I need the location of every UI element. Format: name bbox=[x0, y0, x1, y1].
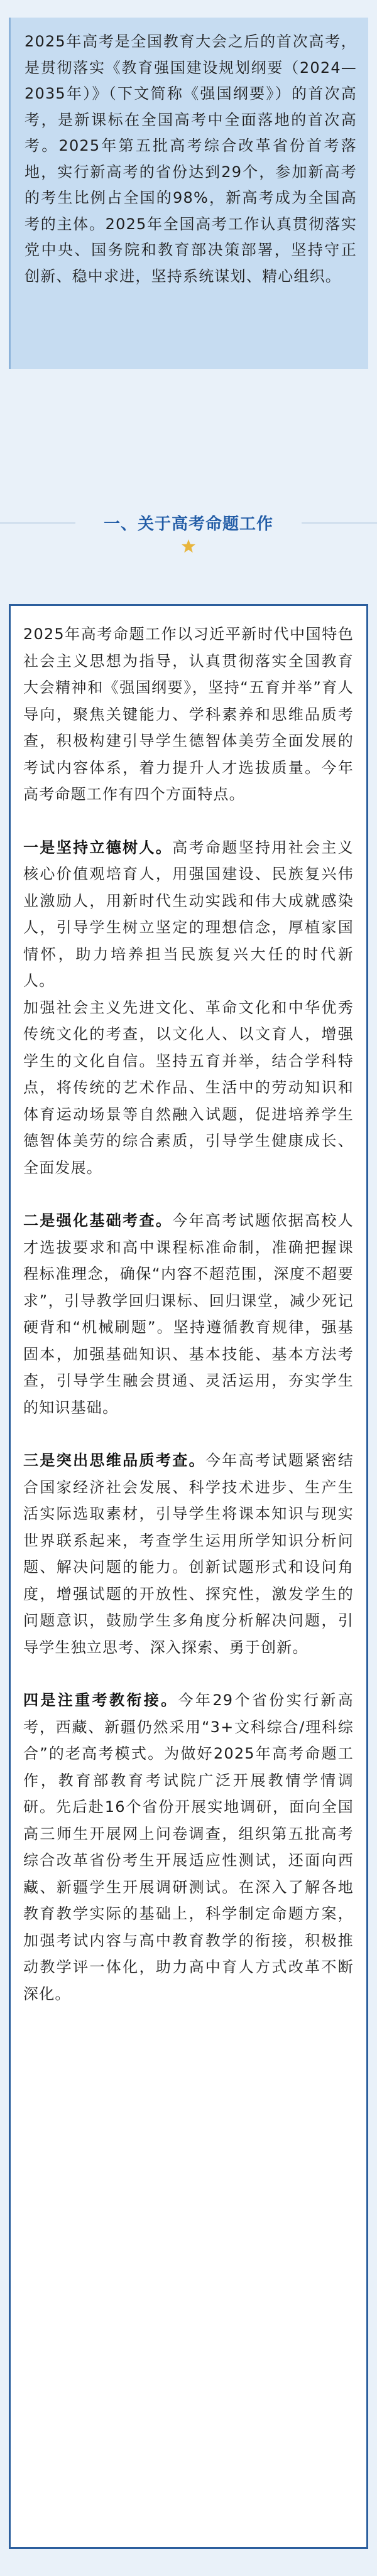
point-4-paragraph bbox=[23, 1687, 354, 2007]
point-2-paragraph bbox=[23, 1207, 354, 1421]
section-title: 一、关于高考命题工作 bbox=[103, 515, 273, 534]
point-1-paragraph-2: 加强社会主义先进文化、革命文化和中华优秀传统文化的考查，以文化人、以文育人，增强学生的文化自信。坚持五育并举，结合学科特点，将传统的艺术作品、生活中的劳动知识和体育运动场景等自然融入试题，促进培养学生德智体美劳的综合素质，引导学生健康成长、全面发展。 bbox=[23, 998, 354, 1177]
heading-divider-right bbox=[302, 522, 377, 524]
point-1-lead: 一是坚持立德树人。 bbox=[23, 838, 173, 856]
star-icon bbox=[181, 539, 196, 554]
point-1-paragraph bbox=[23, 834, 354, 994]
intro-text: 2025年高考是全国教育大会之后的首次高考，是贯彻落实《教育强国建设规划纲要（2024—2035年）》（下文简称《强国纲要》）的首次高考，是新课标在全国高考中全面落地的首次高考。2025年第五批高考综合改革省份首考落地，实行新高考的省份达到29个，参加新高考的考生比例占全国的98%，新高考成为全国高考的主体。2025年全国高考工作认真贯彻落实党中央、国务院和教育部决策部署，坚持守正创新、稳中求进，坚持系统谋划、精心组织。 bbox=[25, 33, 357, 285]
content-box bbox=[9, 604, 368, 2549]
point-4-text: 今年29个省份实行新高考，西藏、新疆仍然采用“3+文科综合/理科综合”的老高考模式。为做好2025年高考命题工作，教育部教育考试院广泛开展教情学情调研。先后赴16个省份开展实地调研，面向全国高三师生开展网上问卷调查，组织第五批高考综合改革省份考生开展适应性测试，还面向西藏、新疆学生开展调研测试。在深入了解各地教育教学实际的基础上，科学制定命题方案，加强考试内容与高中教育教学的衔接，积极推动教学评一体化，助力高中育人方式改革不断深化。 bbox=[23, 1691, 354, 2003]
section-heading bbox=[0, 502, 377, 540]
point-3-lead: 三是突出思维品质考查。 bbox=[23, 1452, 205, 1469]
point-1-text: 高考命题坚持用社会主义核心价值观培育人，用强国建设、民族复兴伟业激励人，用新时代生动实践和伟大成就感染人，引导学生树立坚定的理想信念，厚植家国情怀，助力培养担当民族复兴大任的时代新人。 bbox=[23, 838, 354, 989]
opening-paragraph: 2025年高考命题工作以习近平新时代中国特色社会主义思想为指导，认真贯彻落实全国教育大会精神和《强国纲要》，坚持“五育并举”育人导向，聚焦关键能力、学科素养和思维品质考查，积极构建引导学生德智体美劳全面发展的考试内容体系，着力提升人才选拔质量。今年高考命题工作有四个方面特点。 bbox=[23, 625, 354, 803]
point-2-text: 今年高考试题依据高校人才选拔要求和高中课程标准命制，准确把握课程标准理念，确保“内容不超范围，深度不超要求”，引导教学回归课标、回归课堂，减少死记硬背和“机械刷题”。坚持遵循教育规律，强基固本，加强基础知识、基本技能、基本方法考查，引导学生融会贯通、灵活运用，夯实学生的知识基础。 bbox=[23, 1212, 354, 1416]
point-3-text: 今年高考试题紧密结合国家经济社会发展、科学技术进步、生产生活实际选取素材，引导学生将课本知识与现实世界联系起来，考查学生运用所学知识分析问题、解决问题的能力。创新试题形式和设问角度，增强试题的开放性、探究性，激发学生的问题意识，鼓励学生多角度分析解决问题，引导学生独立思考、深入探索、勇于创新。 bbox=[23, 1452, 354, 1656]
point-3-paragraph bbox=[23, 1447, 354, 1661]
point-2-lead: 二是强化基础考查。 bbox=[23, 1212, 173, 1229]
intro-box bbox=[9, 18, 368, 369]
point-4-lead: 四是注重考教衔接。 bbox=[23, 1691, 178, 1709]
